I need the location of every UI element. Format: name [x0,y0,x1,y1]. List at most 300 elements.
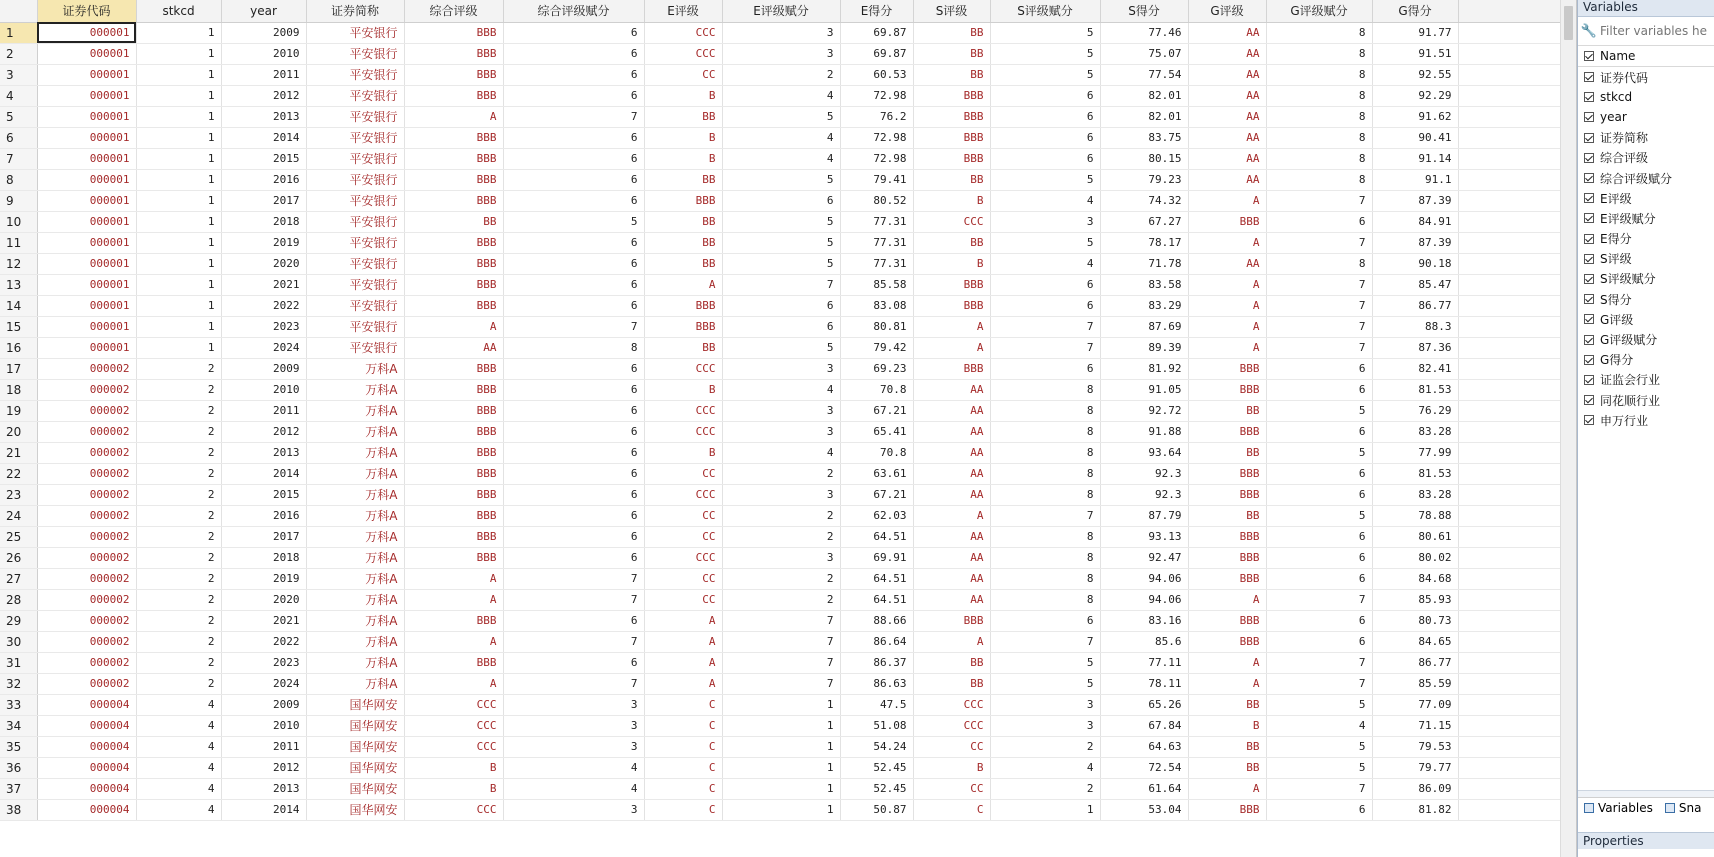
table-cell[interactable]: 000004 [37,757,136,778]
table-cell[interactable]: 1 [136,106,221,127]
table-cell[interactable]: 6 [1266,211,1372,232]
table-cell[interactable]: 2010 [221,379,306,400]
table-cell[interactable]: 国华网安 [306,715,404,736]
table-cell[interactable]: 平安银行 [306,64,404,85]
table-cell[interactable]: 2022 [221,631,306,652]
row-number[interactable]: 38 [0,799,37,820]
table-cell[interactable]: 2017 [221,526,306,547]
table-cell[interactable]: 86.77 [1372,652,1458,673]
table-cell[interactable]: 77.09 [1372,694,1458,715]
table-cell[interactable]: 7 [1266,673,1372,694]
table-cell[interactable]: 2012 [221,421,306,442]
table-cell[interactable]: BBB [1188,610,1266,631]
table-cell[interactable]: 92.3 [1100,463,1188,484]
table-cell[interactable]: 平安银行 [306,106,404,127]
table-cell[interactable]: 2010 [221,715,306,736]
table-cell[interactable]: A [644,631,722,652]
table-cell[interactable]: 1 [722,715,840,736]
table-cell[interactable]: BBB [404,400,503,421]
row-number[interactable]: 16 [0,337,37,358]
table-cell[interactable]: 80.15 [1100,148,1188,169]
table-cell[interactable]: 000001 [37,232,136,253]
row-number[interactable]: 18 [0,379,37,400]
table-cell[interactable]: 6 [503,190,644,211]
table-cell[interactable]: 54.24 [840,736,913,757]
table-cell[interactable]: A [1188,652,1266,673]
variable-checkbox[interactable] [1584,72,1594,82]
table-cell[interactable]: 000002 [37,610,136,631]
table-cell[interactable]: 86.77 [1372,295,1458,316]
table-cell[interactable]: 82.01 [1100,85,1188,106]
row-number[interactable]: 22 [0,463,37,484]
table-cell[interactable]: A [1188,190,1266,211]
row-number[interactable]: 36 [0,757,37,778]
table-cell[interactable]: BBB [1188,547,1266,568]
table-cell[interactable]: 000002 [37,400,136,421]
list-item[interactable] [1578,410,1714,430]
table-cell[interactable]: 79.41 [840,169,913,190]
table-cell[interactable]: 000004 [37,694,136,715]
name-column-header[interactable]: Name [1600,49,1636,63]
table-cell[interactable]: 7 [722,610,840,631]
table-cell[interactable]: 000002 [37,463,136,484]
table-cell[interactable]: 1 [722,694,840,715]
column-header[interactable]: S评级赋分 [990,0,1100,22]
table-cell[interactable]: 81.53 [1372,463,1458,484]
table-cell[interactable]: BBB [913,295,990,316]
table-cell[interactable]: 74.32 [1100,190,1188,211]
table-cell[interactable]: 5 [990,22,1100,43]
table-row[interactable] [0,85,1560,106]
table-cell[interactable]: BB [1188,400,1266,421]
table-cell[interactable]: 000004 [37,736,136,757]
table-cell[interactable]: 92.47 [1100,547,1188,568]
table-cell[interactable]: BBB [404,526,503,547]
table-cell[interactable]: 64.51 [840,568,913,589]
table-cell[interactable]: 3 [503,799,644,820]
table-cell[interactable]: 000001 [37,169,136,190]
table-cell[interactable]: AA [913,484,990,505]
table-cell[interactable]: C [644,715,722,736]
variable-checkbox[interactable] [1584,254,1594,264]
table-cell[interactable]: 万科A [306,589,404,610]
table-cell[interactable]: BB [913,232,990,253]
row-number[interactable]: 28 [0,589,37,610]
variable-checkbox[interactable] [1584,274,1594,284]
table-cell[interactable]: BB [644,169,722,190]
variable-checkbox[interactable] [1584,335,1594,345]
table-cell[interactable]: CCC [644,400,722,421]
row-number[interactable]: 8 [0,169,37,190]
table-cell[interactable]: 78.88 [1372,505,1458,526]
column-header[interactable]: 证券代码 [37,0,136,22]
table-cell[interactable]: 000002 [37,442,136,463]
table-cell[interactable]: BB [644,232,722,253]
table-cell[interactable]: 61.64 [1100,778,1188,799]
table-cell[interactable]: 79.53 [1372,736,1458,757]
table-cell[interactable]: A [1188,232,1266,253]
table-cell[interactable]: 83.08 [840,295,913,316]
table-cell[interactable]: 3 [990,211,1100,232]
table-cell[interactable]: 8 [1266,22,1372,43]
table-cell[interactable]: A [913,631,990,652]
row-number[interactable]: 24 [0,505,37,526]
table-cell[interactable]: AA [1188,148,1266,169]
table-cell[interactable]: 64.51 [840,589,913,610]
row-number[interactable]: 19 [0,400,37,421]
table-cell[interactable]: 2 [136,568,221,589]
table-cell[interactable]: 7 [990,631,1100,652]
table-cell[interactable]: BB [913,169,990,190]
table-cell[interactable]: A [1188,589,1266,610]
column-header[interactable]: G得分 [1372,0,1458,22]
scrollbar-thumb[interactable] [1564,6,1573,40]
table-row[interactable] [0,694,1560,715]
column-header[interactable]: S得分 [1100,0,1188,22]
table-cell[interactable]: 000001 [37,337,136,358]
table-cell[interactable]: 6 [990,85,1100,106]
table-cell[interactable]: BBB [913,106,990,127]
table-cell[interactable]: 87.69 [1100,316,1188,337]
table-cell[interactable]: 85.93 [1372,589,1458,610]
row-number[interactable]: 31 [0,652,37,673]
table-row[interactable] [0,43,1560,64]
table-cell[interactable]: 91.62 [1372,106,1458,127]
table-cell[interactable]: 1 [136,22,221,43]
table-cell[interactable]: 79.42 [840,337,913,358]
table-cell[interactable]: 000002 [37,568,136,589]
table-cell[interactable]: 1 [136,232,221,253]
table-cell[interactable]: 2014 [221,127,306,148]
table-cell[interactable]: CCC [404,736,503,757]
table-cell[interactable]: 7 [722,274,840,295]
table-cell[interactable]: 万科A [306,547,404,568]
table-cell[interactable]: 000004 [37,778,136,799]
table-cell[interactable]: 2012 [221,757,306,778]
table-cell[interactable]: 平安银行 [306,274,404,295]
table-cell[interactable]: 87.39 [1372,190,1458,211]
table-cell[interactable]: BBB [1188,484,1266,505]
table-cell[interactable]: 8 [1266,85,1372,106]
table-cell[interactable]: 67.27 [1100,211,1188,232]
table-cell[interactable]: 1 [722,757,840,778]
row-number[interactable]: 34 [0,715,37,736]
column-header[interactable]: S评级 [913,0,990,22]
table-cell[interactable]: 8 [1266,148,1372,169]
table-row[interactable] [0,274,1560,295]
table-cell[interactable]: BB [913,64,990,85]
table-cell[interactable]: 70.8 [840,379,913,400]
table-row[interactable] [0,22,1560,43]
table-cell[interactable]: 6 [503,148,644,169]
table-cell[interactable]: 000002 [37,673,136,694]
table-cell[interactable]: 2 [722,526,840,547]
list-item[interactable] [1578,87,1714,107]
table-cell[interactable]: A [913,505,990,526]
table-cell[interactable]: BB [644,337,722,358]
table-cell[interactable]: 6 [503,421,644,442]
table-cell[interactable]: 000001 [37,85,136,106]
table-cell[interactable]: 平安银行 [306,43,404,64]
table-cell[interactable]: 4 [1266,715,1372,736]
table-cell[interactable]: B [644,148,722,169]
table-cell[interactable]: 000001 [37,253,136,274]
table-row[interactable] [0,106,1560,127]
table-cell[interactable]: 1 [136,211,221,232]
table-cell[interactable]: 7 [1266,778,1372,799]
table-cell[interactable]: BBB [913,127,990,148]
table-cell[interactable]: CC [913,736,990,757]
table-cell[interactable]: 83.58 [1100,274,1188,295]
table-cell[interactable]: 6 [503,127,644,148]
list-item[interactable] [1578,67,1714,87]
table-cell[interactable]: 84.65 [1372,631,1458,652]
table-cell[interactable]: 2020 [221,589,306,610]
table-cell[interactable]: 80.81 [840,316,913,337]
table-cell[interactable]: 3 [990,694,1100,715]
table-cell[interactable]: 7 [503,589,644,610]
table-cell[interactable]: 000002 [37,421,136,442]
table-cell[interactable]: 2016 [221,169,306,190]
table-cell[interactable]: 4 [990,757,1100,778]
table-cell[interactable]: BBB [644,316,722,337]
table-cell[interactable]: 8 [990,379,1100,400]
table-cell[interactable]: A [404,673,503,694]
table-cell[interactable]: BBB [404,610,503,631]
table-cell[interactable]: BBB [644,190,722,211]
table-cell[interactable]: 7 [1266,652,1372,673]
table-cell[interactable]: 6 [503,652,644,673]
variable-checkbox[interactable] [1584,234,1594,244]
table-cell[interactable]: CCC [913,715,990,736]
table-cell[interactable]: B [644,442,722,463]
table-cell[interactable]: 69.87 [840,22,913,43]
table-row[interactable] [0,547,1560,568]
table-cell[interactable]: 5 [722,232,840,253]
table-cell[interactable]: 7 [990,316,1100,337]
table-cell[interactable]: AA [1188,169,1266,190]
table-cell[interactable]: 2018 [221,211,306,232]
table-cell[interactable]: BBB [1188,526,1266,547]
table-cell[interactable]: 94.06 [1100,568,1188,589]
table-cell[interactable]: 000002 [37,631,136,652]
table-cell[interactable]: 6 [503,232,644,253]
table-row[interactable] [0,652,1560,673]
table-cell[interactable]: CC [644,568,722,589]
table-cell[interactable]: 5 [990,43,1100,64]
table-cell[interactable]: AA [1188,22,1266,43]
table-cell[interactable]: A [644,274,722,295]
list-item[interactable] [1578,269,1714,289]
table-cell[interactable]: A [913,337,990,358]
table-cell[interactable]: 2 [136,610,221,631]
table-cell[interactable]: BB [913,652,990,673]
table-cell[interactable]: BBB [404,190,503,211]
table-cell[interactable]: 000002 [37,358,136,379]
column-header[interactable]: 证券简称 [306,0,404,22]
table-cell[interactable]: 3 [503,694,644,715]
table-cell[interactable]: 53.04 [1100,799,1188,820]
table-cell[interactable]: 8 [990,421,1100,442]
column-header[interactable]: E得分 [840,0,913,22]
table-cell[interactable]: 7 [722,652,840,673]
table-row[interactable] [0,526,1560,547]
table-cell[interactable]: 平安银行 [306,316,404,337]
table-cell[interactable]: B [404,778,503,799]
table-cell[interactable]: AA [1188,43,1266,64]
table-row[interactable] [0,463,1560,484]
row-number[interactable]: 4 [0,85,37,106]
table-cell[interactable]: A [404,316,503,337]
table-cell[interactable]: BBB [404,652,503,673]
table-cell[interactable]: 5 [1266,694,1372,715]
table-cell[interactable]: 4 [722,127,840,148]
table-cell[interactable]: 8 [1266,43,1372,64]
table-cell[interactable]: 2012 [221,85,306,106]
table-cell[interactable]: BBB [1188,358,1266,379]
table-cell[interactable]: BBB [404,232,503,253]
table-cell[interactable]: C [644,757,722,778]
table-cell[interactable]: 91.1 [1372,169,1458,190]
table-cell[interactable]: AA [913,526,990,547]
table-cell[interactable]: BBB [1188,421,1266,442]
table-cell[interactable]: 87.79 [1100,505,1188,526]
table-cell[interactable]: 2015 [221,148,306,169]
table-cell[interactable]: AA [1188,64,1266,85]
column-header[interactable]: 综合评级 [404,0,503,22]
table-cell[interactable]: BBB [404,274,503,295]
table-cell[interactable]: 5 [503,211,644,232]
table-cell[interactable]: 000001 [37,43,136,64]
table-cell[interactable]: 1 [136,295,221,316]
table-cell[interactable]: BBB [404,127,503,148]
row-number[interactable]: 6 [0,127,37,148]
table-cell[interactable]: 70.8 [840,442,913,463]
table-cell[interactable]: 4 [722,379,840,400]
table-cell[interactable]: 万科A [306,484,404,505]
table-cell[interactable]: BB [1188,736,1266,757]
table-cell[interactable]: 5 [722,211,840,232]
table-row[interactable] [0,610,1560,631]
table-cell[interactable]: 92.3 [1100,484,1188,505]
table-cell[interactable]: 5 [990,232,1100,253]
row-number[interactable]: 27 [0,568,37,589]
table-cell[interactable]: AA [1188,253,1266,274]
table-cell[interactable]: 2 [136,379,221,400]
table-cell[interactable]: 7 [1266,316,1372,337]
table-cell[interactable]: 2 [136,421,221,442]
table-cell[interactable]: BBB [404,463,503,484]
table-cell[interactable]: 2 [136,589,221,610]
table-cell[interactable]: 3 [722,43,840,64]
table-cell[interactable]: 2011 [221,64,306,85]
table-cell[interactable]: BBB [1188,463,1266,484]
table-cell[interactable]: 50.87 [840,799,913,820]
table-cell[interactable]: BBB [1188,211,1266,232]
table-row[interactable] [0,736,1560,757]
table-cell[interactable]: CC [644,526,722,547]
table-cell[interactable]: 91.51 [1372,43,1458,64]
table-cell[interactable]: 6 [1266,421,1372,442]
variable-checkbox[interactable] [1584,314,1594,324]
table-cell[interactable]: 6 [503,253,644,274]
row-number[interactable]: 23 [0,484,37,505]
table-cell[interactable]: 87.39 [1372,232,1458,253]
table-cell[interactable]: 2 [990,778,1100,799]
table-cell[interactable]: B [913,190,990,211]
table-cell[interactable]: 8 [990,463,1100,484]
table-cell[interactable]: 77.11 [1100,652,1188,673]
table-cell[interactable]: 1 [136,337,221,358]
table-cell[interactable]: CCC [404,799,503,820]
table-cell[interactable]: 5 [1266,736,1372,757]
table-cell[interactable]: 7 [503,316,644,337]
table-cell[interactable]: 国华网安 [306,757,404,778]
table-cell[interactable]: 2019 [221,232,306,253]
table-cell[interactable]: CC [644,463,722,484]
table-cell[interactable]: 87.36 [1372,337,1458,358]
table-cell[interactable]: 7 [503,673,644,694]
table-row[interactable] [0,295,1560,316]
table-cell[interactable]: 1 [136,169,221,190]
table-cell[interactable]: C [644,799,722,820]
table-cell[interactable]: 000001 [37,64,136,85]
table-cell[interactable]: AA [913,421,990,442]
table-cell[interactable]: BBB [404,253,503,274]
table-cell[interactable]: 76.2 [840,106,913,127]
table-cell[interactable]: 000001 [37,22,136,43]
table-cell[interactable]: CC [644,505,722,526]
table-cell[interactable]: BB [1188,442,1266,463]
table-cell[interactable]: 78.11 [1100,673,1188,694]
table-cell[interactable]: A [1188,778,1266,799]
table-cell[interactable]: 万科A [306,463,404,484]
table-cell[interactable]: CCC [644,22,722,43]
table-row[interactable] [0,631,1560,652]
table-cell[interactable]: 8 [990,442,1100,463]
table-cell[interactable]: 80.61 [1372,526,1458,547]
table-cell[interactable]: 6 [990,610,1100,631]
table-cell[interactable]: 7 [722,673,840,694]
table-cell[interactable]: C [644,778,722,799]
table-cell[interactable]: 2021 [221,610,306,631]
table-cell[interactable]: B [404,757,503,778]
table-cell[interactable]: 4 [136,757,221,778]
table-cell[interactable]: 5 [990,673,1100,694]
row-number[interactable]: 3 [0,64,37,85]
table-cell[interactable]: 85.6 [1100,631,1188,652]
table-cell[interactable]: 6 [503,295,644,316]
table-row[interactable] [0,379,1560,400]
list-item[interactable] [1578,329,1714,349]
table-cell[interactable]: 000001 [37,148,136,169]
table-row[interactable] [0,589,1560,610]
table-cell[interactable]: 2 [722,463,840,484]
row-number[interactable]: 33 [0,694,37,715]
table-cell[interactable]: A [644,652,722,673]
table-cell[interactable]: 6 [1266,547,1372,568]
table-cell[interactable]: 平安银行 [306,190,404,211]
table-cell[interactable]: 000004 [37,799,136,820]
table-cell[interactable]: 4 [722,148,840,169]
table-cell[interactable]: 78.17 [1100,232,1188,253]
table-cell[interactable]: A [404,106,503,127]
table-cell[interactable]: A [1188,274,1266,295]
list-item[interactable] [1578,249,1714,269]
table-cell[interactable]: 7 [503,631,644,652]
variable-checkbox[interactable] [1584,92,1594,102]
variables-list-header[interactable] [1578,46,1714,67]
